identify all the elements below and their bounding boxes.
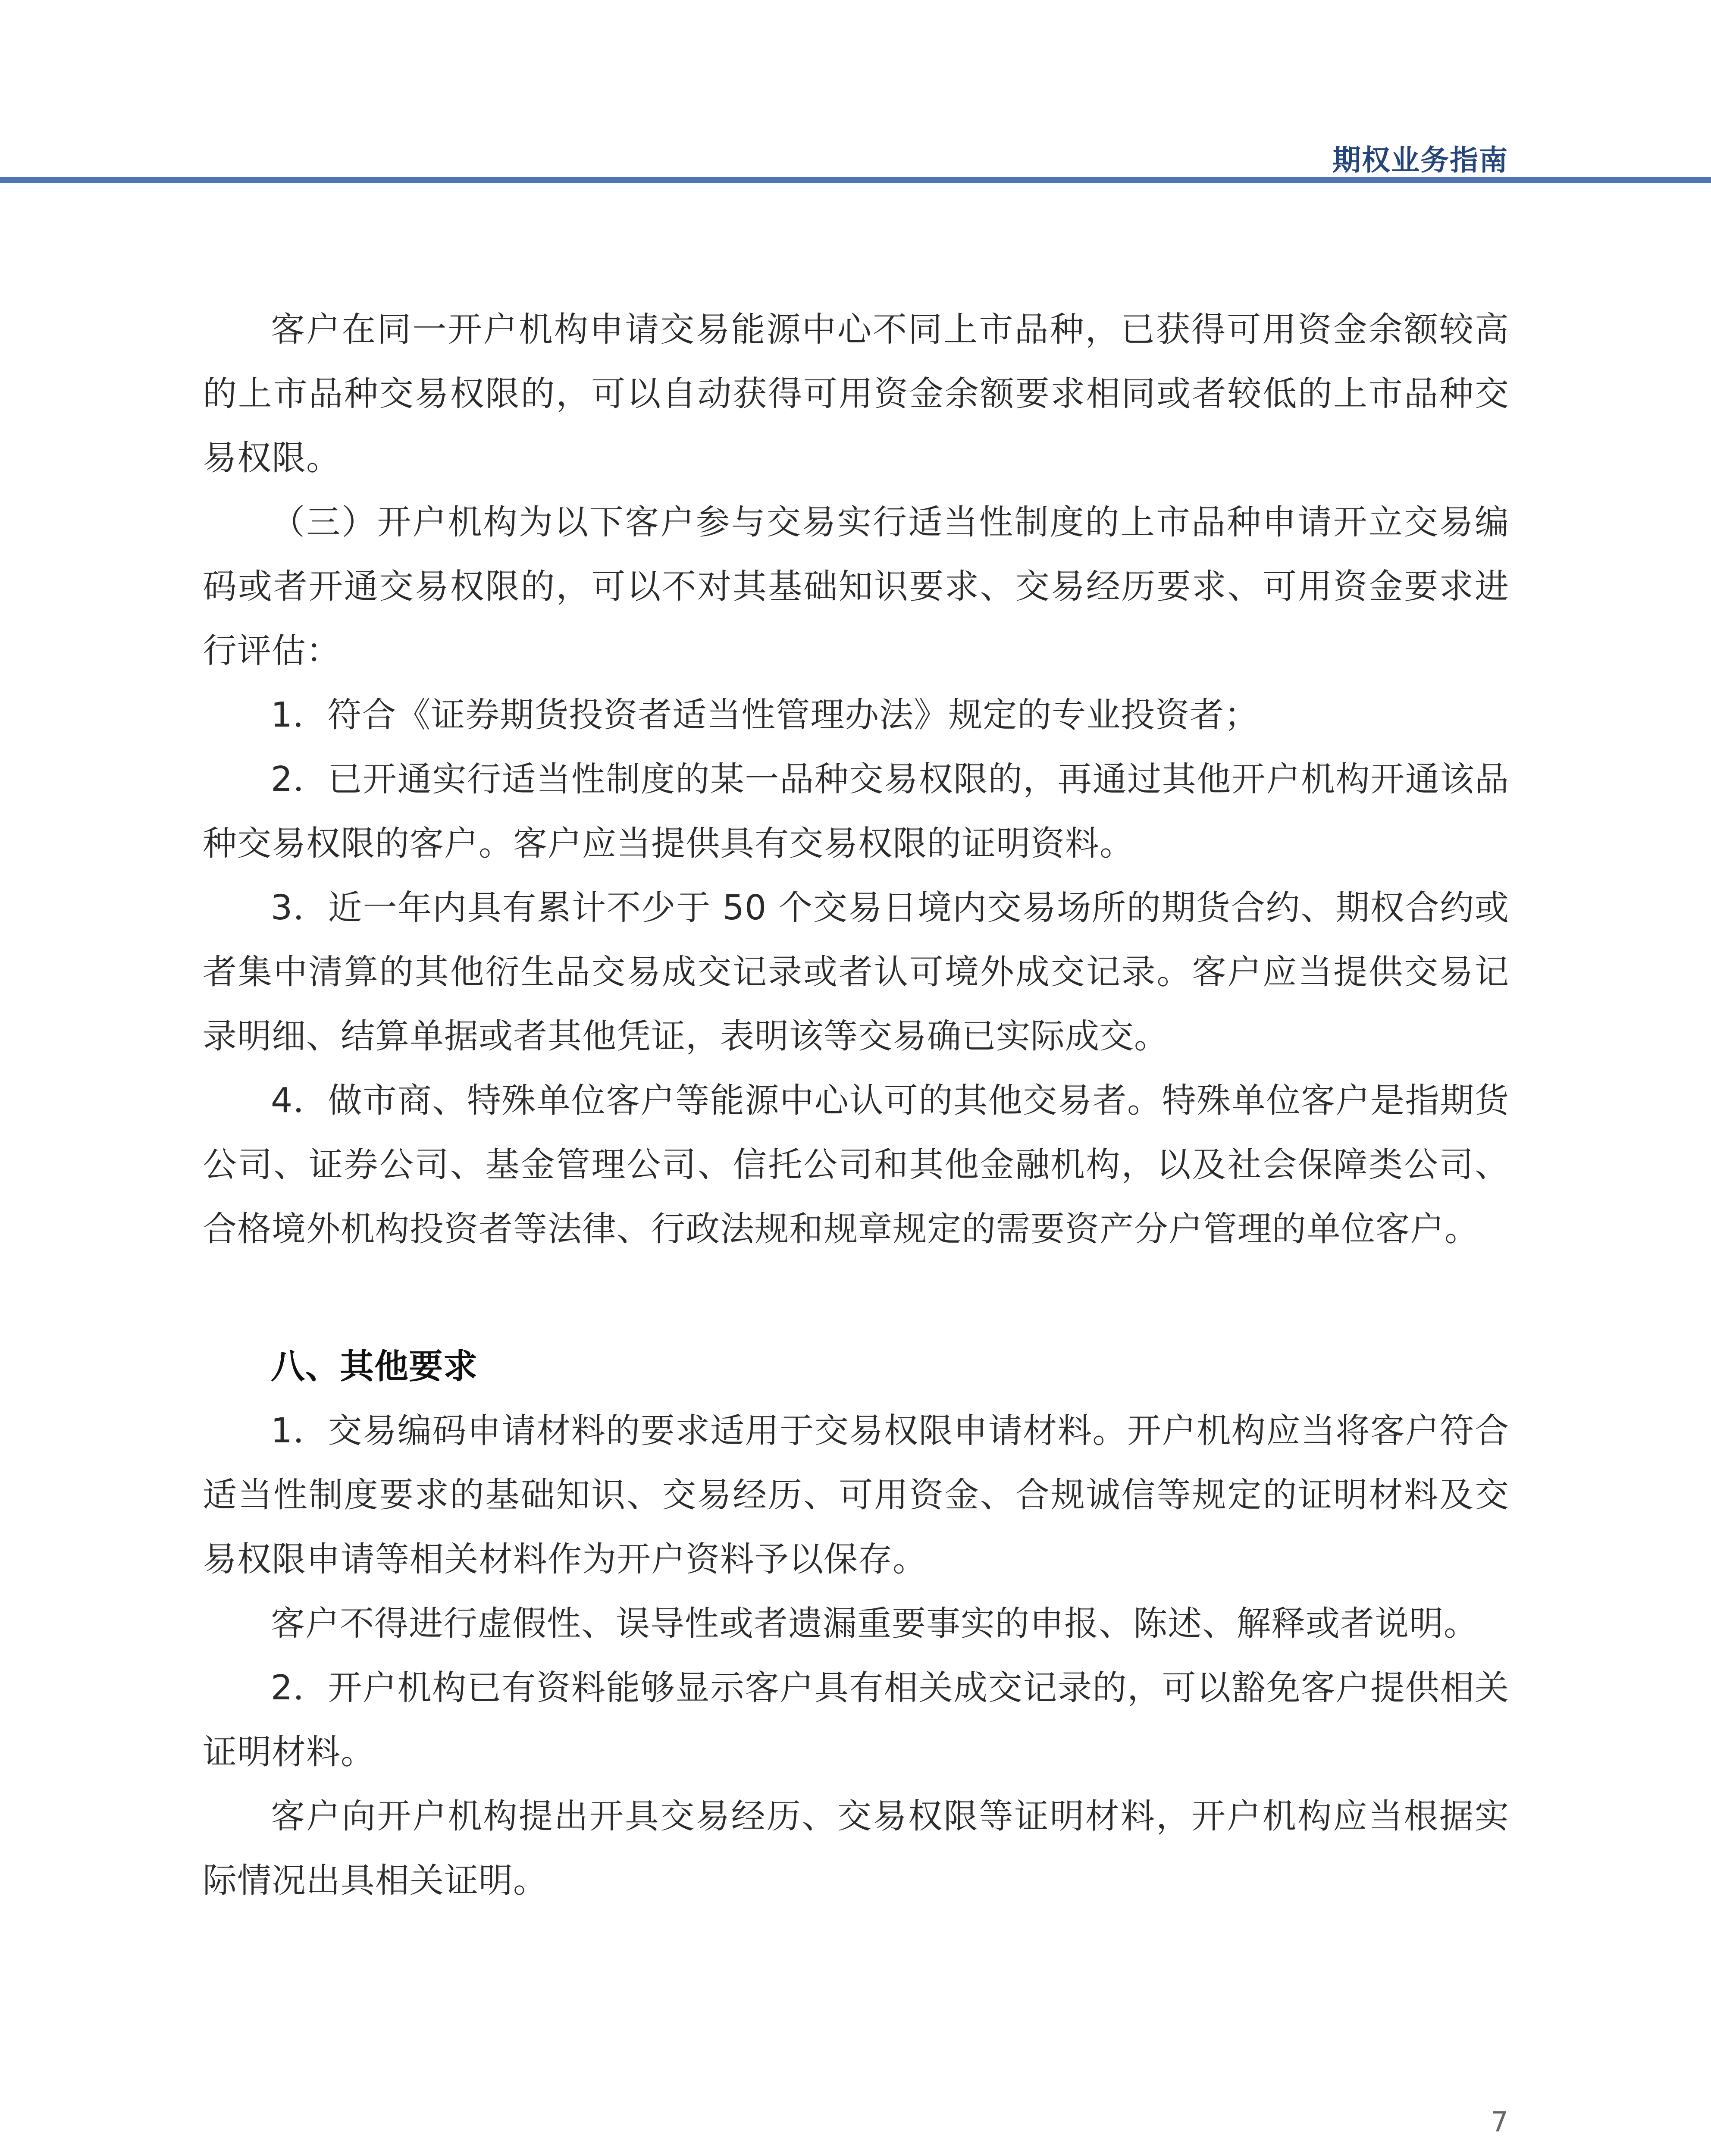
paragraph: （三）开户机构为以下客户参与交易实行适当性制度的上市品种申请开立交易编码或者开通交易权限的，可以不对其基础知识要求、交易经历要求、可用资金要求进行评估：: [203, 502, 1509, 671]
list-item: 3．近一年内具有累计不少于 50 个交易日境内交易场所的期货合约、期权合约或者集中清算的其他衍生品交易成交记录或者认可境外成交记录。客户应当提供交易记录明细、结算单据或者其他凭证，表明该等交易确已实际成交。: [203, 888, 1509, 1056]
list-item: 4．做市商、特殊单位客户等能源中心认可的其他交易者。特殊单位客户是指期货公司、证券公司、基金管理公司、信托公司和其他金融机构，以及社会保障类公司、合格境外机构投资者等法律、行政法规和规章规定的需要资产分户管理的单位客户。: [203, 1081, 1509, 1249]
list-item: 2．已开通实行适当性制度的某一品种交易权限的，再通过其他开户机构开通该品种交易权限的客户。客户应当提供具有交易权限的证明资料。: [203, 759, 1509, 863]
page-header: [0, 0, 1711, 185]
list-item: 1．符合《证券期货投资者适当性管理办法》规定的专业投资者；: [271, 695, 1259, 735]
paragraph: 客户不得进行虚假性、误导性或者遗漏重要事实的申报、陈述、解释或者说明。: [271, 1604, 1478, 1643]
list-item: 1．交易编码申请材料的要求适用于交易权限申请材料。开户机构应当将客户符合适当性制度要求的基础知识、交易经历、可用资金、合规诚信等规定的证明材料及交易权限申请等相关材料作为开户资料予以保存。: [203, 1411, 1509, 1579]
paragraph: 客户在同一开户机构申请交易能源中心不同上市品种，已获得可用资金余额较高的上市品种交易权限的，可以自动获得可用资金余额要求相同或者较低的上市品种交易权限。: [203, 310, 1509, 478]
page-number: 7: [1491, 2106, 1508, 2138]
header-rule: [0, 177, 1711, 183]
header-title: 期权业务指南: [1332, 144, 1508, 177]
list-item: 2．开户机构已有资料能够显示客户具有相关成交记录的，可以豁免客户提供相关证明材料。: [203, 1668, 1509, 1772]
document-body: [203, 298, 1509, 1913]
section-heading: 八、其他要求: [271, 1347, 478, 1386]
paragraph: 客户向开户机构提出开具交易经历、交易权限等证明材料，开户机构应当根据实际情况出具相关证明。: [203, 1796, 1509, 1900]
